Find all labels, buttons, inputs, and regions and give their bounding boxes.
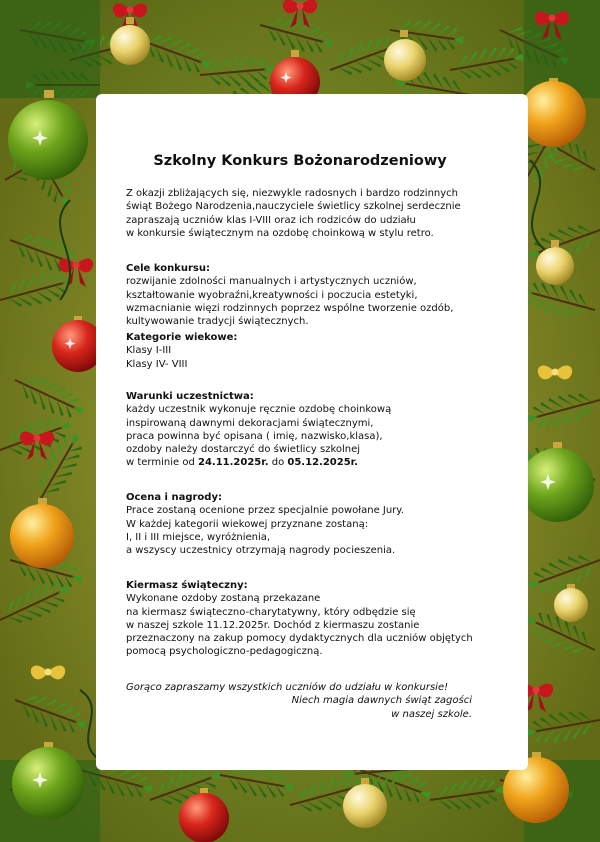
conditions-section <box>126 390 496 470</box>
awards-line: I, II i III miejsce, wyróżnienia, <box>126 531 271 543</box>
intro-line: świąt Bożego Narodzenia,nauczyciele świetlicy szkolnej serdecznie <box>126 201 461 213</box>
fair-heading: Kiermasz świąteczny: <box>126 580 248 591</box>
fair-line: przeznaczony na zakup pomocy dydaktycznych dla uczniów objętych <box>126 633 473 645</box>
goals-line: wzmacnianie więzi rodzinnych poprzez wspólne tworzenie ozdób, <box>126 302 454 314</box>
intro-paragraph <box>126 187 496 240</box>
fair-line: na kiermasz świąteczno-charytatywny, który odbędzie się <box>126 606 416 618</box>
closing-line-3: w naszej szkole. <box>391 708 472 720</box>
conditions-line: ozdoby należy dostarczyć do świetlicy szkolnej <box>126 444 361 456</box>
page-title: Szkolny Konkurs Bożonarodzeniowy <box>153 153 447 169</box>
closing-line-2: Niech magia dawnych świąt zagości <box>291 695 472 707</box>
conditions-heading: Warunki uczestnictwa: <box>126 391 254 402</box>
date-to: 05.12.2025r. <box>287 457 358 469</box>
goals-heading: Cele konkursu: <box>126 263 210 274</box>
fair-section <box>126 579 496 659</box>
goals-line: kształtowanie wyobraźni,kreatywności i poczucia estetyki, <box>126 289 418 301</box>
goals-line: rozwijanie zdolności manualnych i artystycznych uczniów, <box>126 276 417 288</box>
deadline-mid: do <box>268 457 288 469</box>
categories-heading: Kategorie wiekowe: <box>126 332 238 343</box>
category-line: Klasy I-III <box>126 345 172 357</box>
awards-line: W każdej kategorii wiekowej przyznane zostaną: <box>126 518 369 530</box>
awards-line: Prace zostaną ocenione przez specjalnie powołane Jury. <box>126 505 404 517</box>
date-from: 24.11.2025r. <box>197 457 269 469</box>
fair-line: Wykonane ozdoby zostaną przekazane <box>126 593 321 605</box>
deadline-prefix: w terminie od <box>126 457 198 469</box>
intro-line: Z okazji zbliżających się, niezwykle radosnych i bardzo rodzinnych <box>126 188 459 199</box>
goals-section <box>126 262 496 328</box>
fair-line: w naszej szkole 11.12.2025r. Dochód z kiermaszu zostanie <box>126 619 420 631</box>
categories-section <box>126 331 496 371</box>
awards-line: a wszyscy uczestnicy otrzymają nagrody pocieszenia. <box>126 545 396 557</box>
fair-line: pomocą psychologiczno-pedagogiczną. <box>126 646 323 658</box>
intro-line: zapraszają uczniów klas I-VIII oraz ich rodziców do udziału <box>126 214 416 226</box>
awards-heading: Ocena i nagrody: <box>126 492 222 503</box>
closing-line-1: Gorąco zapraszamy wszystkich uczniów do udziału w konkursie! <box>126 682 449 693</box>
conditions-line: każdy uczestnik wykonuje ręcznie ozdobę choinkową <box>126 404 392 416</box>
intro-line: w konkursie świątecznym na ozdobę choinkową w stylu retro. <box>126 227 434 239</box>
conditions-line: praca powinna być opisana ( imię, nazwisko,klasa), <box>126 430 383 442</box>
awards-section <box>126 491 496 557</box>
deadline-line <box>126 456 496 469</box>
conditions-line: inspirowaną dawnymi dekoracjami świątecznymi, <box>126 417 374 429</box>
goals-line: kultywowanie tradycji świątecznych. <box>126 316 309 328</box>
category-line: Klasy IV- VIII <box>126 358 188 370</box>
closing-section <box>126 681 472 721</box>
